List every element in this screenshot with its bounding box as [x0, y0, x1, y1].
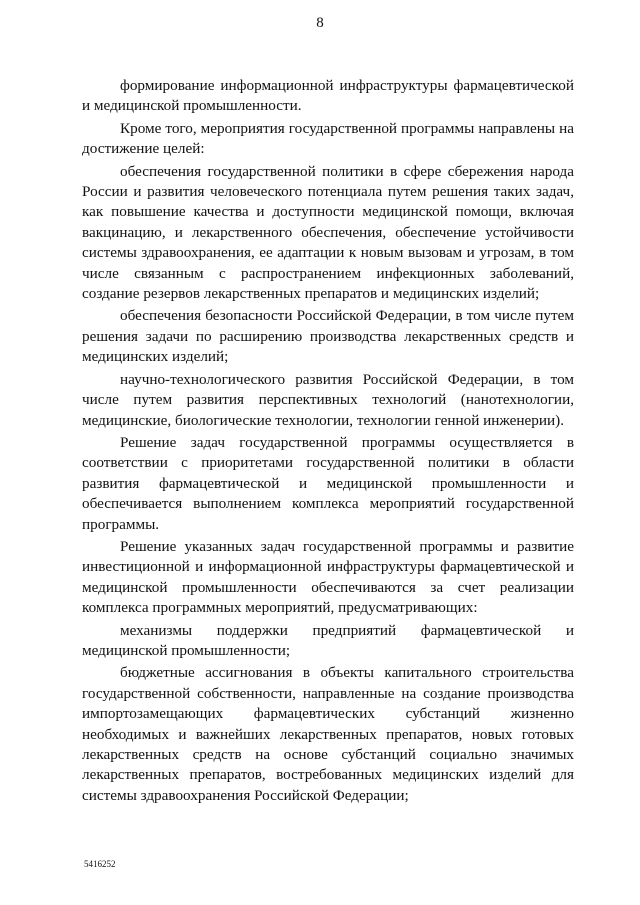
document-code: 5416252 — [84, 859, 116, 869]
document-body — [82, 76, 574, 808]
paragraph-6: Решение задач государственной программы осуществляется в соответствии с приоритетами государственной политики в области развития фармацевтической и медицинской промышленности и обеспечивается выполнением комплекса мероприятий государственной программы. — [82, 433, 574, 533]
page-number: 8 — [316, 15, 324, 31]
paragraph-2: Кроме того, мероприятия государственной программы направлены на достижение целей: — [82, 119, 574, 158]
paragraph-3: обеспечения государственной политики в сфере сбережения народа России и развития человеческого потенциала путем решения таких задач, как повышение качества и доступности медицинской помощи, включая вакцинацию, и лекарственного обеспечения, обеспечение устойчивости системы здравоохранения, ее адаптации к новым вызовам и угрозам, в том числе связанным с распространением инфекционных заболеваний, создание резервов лекарственных препаратов и медицинских изделий; — [82, 162, 574, 303]
paragraph-9: бюджетные ассигнования в объекты капитального строительства государственной собственности, направленные на создание производства импортозамещающих фармацевтических субстанций жизненно необходимых и важнейших лекарственных препаратов, новых готовых лекарственных средств на основе субстанций социально значимых лекарственных препаратов, востребованных медицинских изделий для системы здравоохранения Российской Федерации; — [82, 664, 574, 804]
paragraph-4: обеспечения безопасности Российской Федерации, в том числе путем решения задачи по расширению производства лекарственных средств и медицинских изделий; — [82, 307, 574, 366]
paragraph-7: Решение указанных задач государственной программы и развитие инвестиционной и информационной инфраструктуры фармацевтической и медицинской промышленности обеспечиваются за счет реализации комплекса программных мероприятий, предусматривающих: — [82, 537, 574, 617]
paragraph-5: научно-технологического развития Российской Федерации, в том числе путем развития перспективных технологий (нанотехнологии, медицинские, биологические технологии, технологии генной инженерии). — [82, 370, 574, 429]
paragraph-8: механизмы поддержки предприятий фармацевтической и медицинской промышленности; — [82, 621, 574, 659]
paragraph-1: формирование информационной инфраструктуры фармацевтической и медицинской промышленности. — [82, 77, 574, 115]
